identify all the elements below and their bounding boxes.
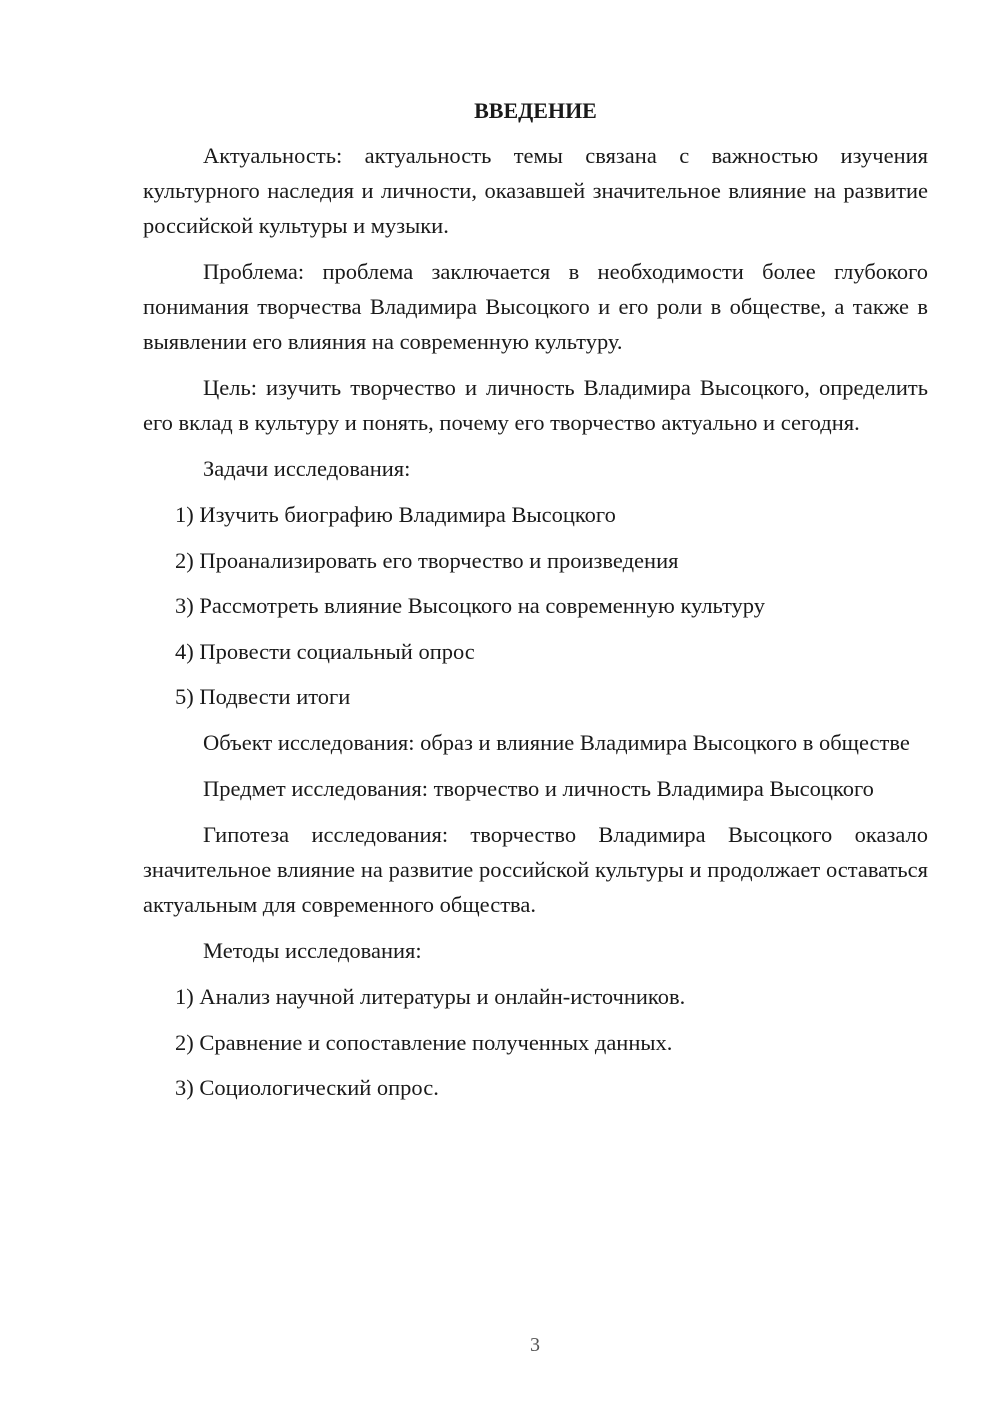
list-item: 3) Социологический опрос.: [175, 1075, 439, 1100]
subject-paragraph: Предмет исследования: творчество и личность Владимира Высоцкого: [203, 776, 874, 801]
list-item: 3) Рассмотреть влияние Высоцкого на современную культуру: [175, 593, 765, 618]
tasks-title: Задачи исследования:: [203, 456, 411, 481]
list-item: 4) Провести социальный опрос: [175, 638, 475, 664]
hypothesis-paragraph: Гипотеза исследования: творчество Владимира Высоцкого оказало значительное влияние на развитие российской культуры и продолжает оставаться актуальным для современного общества.: [143, 822, 928, 917]
section-heading: ВВЕДЕНИЕ: [474, 98, 597, 123]
tasks-list: [143, 497, 928, 714]
list-item: 2) Проанализировать его творчество и произведения: [175, 547, 679, 573]
list-item: 2) Сравнение и сопоставление полученных данных.: [175, 1029, 673, 1055]
object-paragraph: Объект исследования: образ и влияние Владимира Высоцкого в обществе: [203, 730, 910, 755]
goal-paragraph: Цель: изучить творчество и личность Владимира Высоцкого, определить его вклад в культуру и понять, почему его творчество актуально и сегодня.: [143, 375, 928, 435]
document-page: [143, 96, 928, 1116]
list-item: 5) Подвести итоги: [175, 684, 351, 709]
methods-title: Методы исследования:: [203, 938, 422, 963]
methods-list: [143, 979, 928, 1105]
problem-paragraph: Проблема: проблема заключается в необходимости более глубокого понимания творчества Владимира Высоцкого и его роли в обществе, а также в выявлении его влияния на современную культуру.: [143, 259, 928, 354]
list-item: 1) Анализ научной литературы и онлайн-источников.: [175, 984, 686, 1009]
page-number: 3: [530, 1334, 540, 1356]
list-item: 1) Изучить биографию Владимира Высоцкого: [175, 502, 616, 527]
relevance-paragraph: Актуальность: актуальность темы связана с важностью изучения культурного наследия и личности, оказавшей значительное влияние на развитие российской культуры и музыки.: [143, 143, 928, 238]
